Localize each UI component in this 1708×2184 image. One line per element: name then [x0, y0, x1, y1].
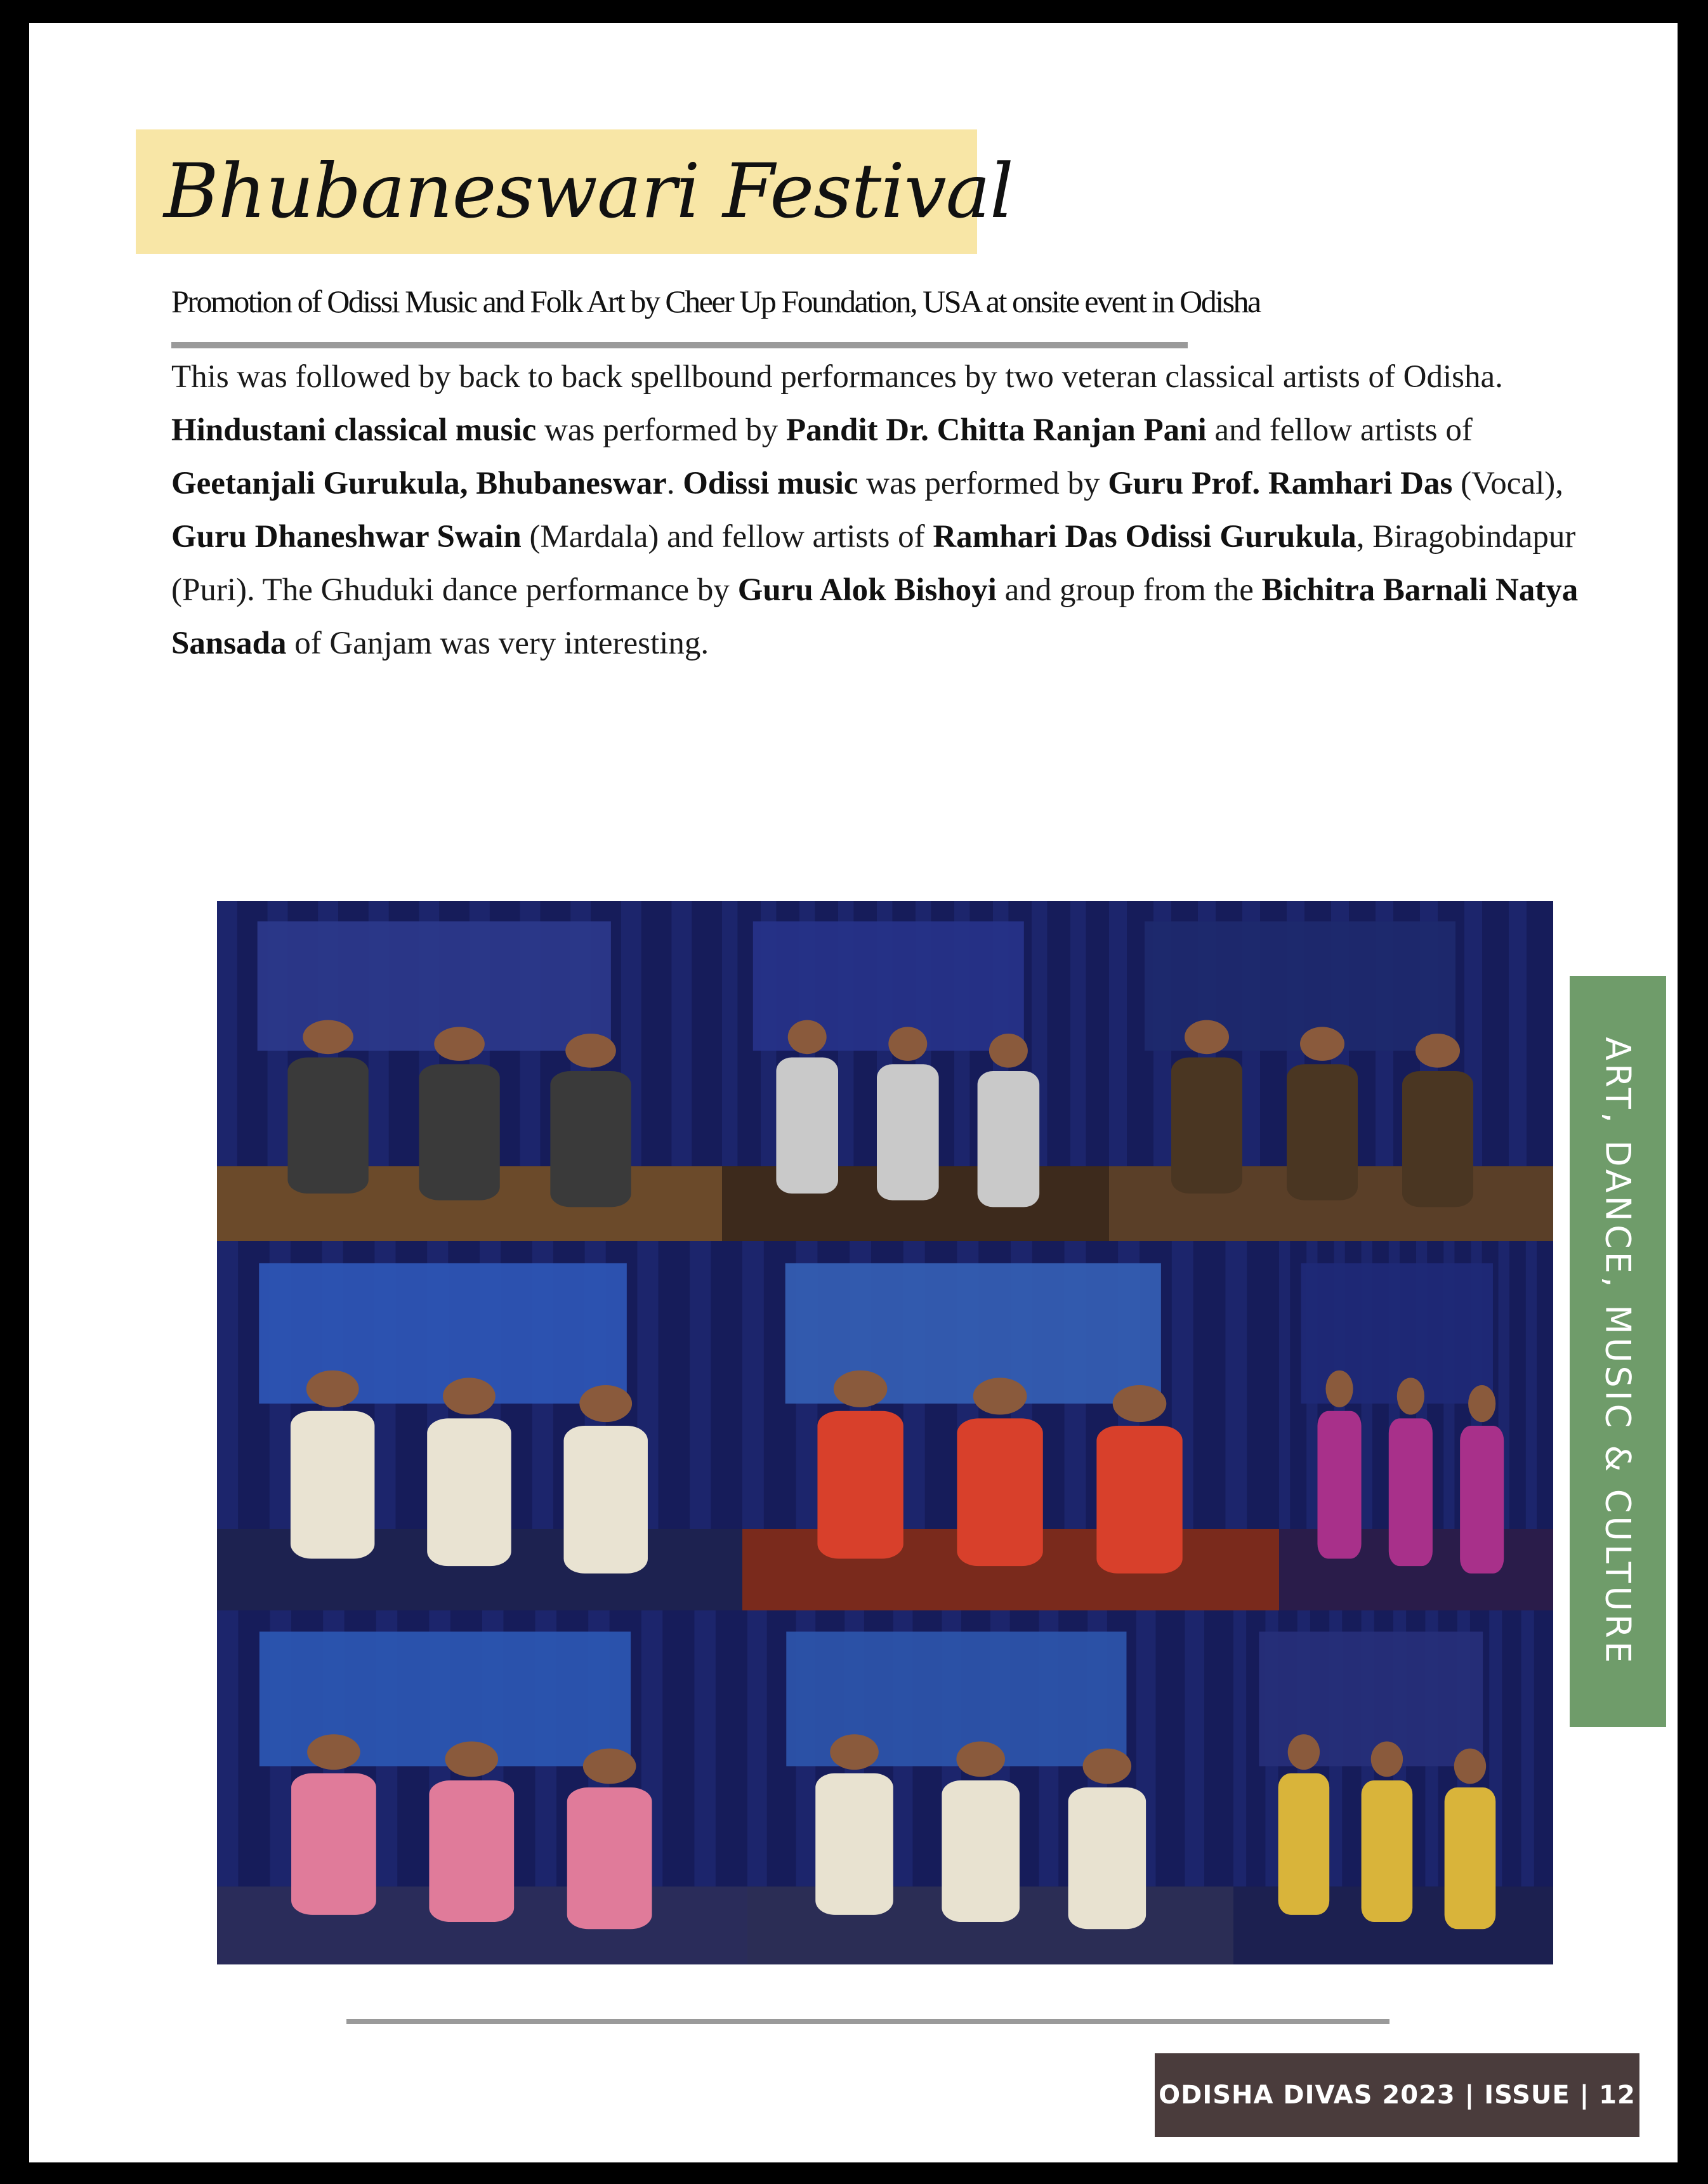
article-body: [171, 350, 1593, 670]
odissi-dancer-photo: [1279, 1241, 1553, 1610]
speaker-podium-photo: [1109, 901, 1553, 1241]
section-side-tab: [1570, 976, 1666, 1727]
emphasis-text: Pandit Dr. Chitta Ranjan Pani: [786, 412, 1207, 448]
dignitaries-group-photo-image: [217, 1241, 742, 1610]
magazine-page: [29, 23, 1678, 2162]
emphasis-text: Guru Prof. Ramhari Das: [1108, 466, 1453, 501]
odissi-dancer-photo-image: [1279, 1241, 1553, 1610]
ghuduki-dancers-photo: [742, 1241, 1279, 1610]
article-subtitle: Promotion of Odissi Music and Folk Art by Cheer Up Foundation, USA at onsite event in Odisha: [171, 284, 1260, 319]
body-text-run: This was followed by back to back spellbound performances by two veteran classical artists of Odisha.: [171, 359, 1503, 395]
emphasis-text: Geetanjali Gurukula, Bhubaneswar: [171, 466, 667, 501]
body-text-run: (Mardala) and fellow artists of: [521, 519, 933, 555]
music-ensemble-photo-2: [747, 1610, 1233, 1964]
emphasis-text: Bichitra Barnali Natya Sansada: [171, 572, 1579, 661]
body-text-run: (Vocal),: [1452, 466, 1563, 501]
folk-dance-duo-photo: [1233, 1610, 1553, 1964]
title-banner: [136, 129, 1013, 254]
body-text-run: was performed by: [536, 412, 786, 448]
emphasis-text: Hindustani classical music: [171, 412, 537, 448]
body-text-run: , Biragobindapur (Puri). The Ghuduki dance performance by: [171, 519, 1576, 608]
emphasis-text: Odissi music: [683, 466, 858, 501]
body-text-run: was performed by: [858, 466, 1108, 501]
dignitaries-group-photo: [217, 1241, 742, 1610]
ghuduki-dancers-photo-image: [742, 1241, 1279, 1610]
subtitle-divider: [171, 342, 1188, 348]
lamp-lighting-photo-1-image: [217, 901, 722, 1241]
section-label: ART, DANCE, MUSIC & CULTURE: [1598, 1037, 1638, 1666]
body-text-run: of Ganjam was very interesting.: [286, 626, 709, 661]
emphasis-text: Guru Dhaneshwar Swain: [171, 519, 522, 555]
body-text-run: and group from the: [996, 572, 1262, 608]
speaker-podium-photo-image: [1109, 901, 1553, 1241]
article-title: Bhubaneswari Festival: [164, 147, 1013, 235]
lamp-lighting-photo-1: [217, 901, 722, 1241]
music-ensemble-photo-1-image: [217, 1610, 747, 1964]
music-ensemble-photo-2-image: [747, 1610, 1233, 1964]
photo-collage: [217, 901, 1553, 1964]
body-text-run: and fellow artists of: [1206, 412, 1473, 448]
footer-divider: [346, 2019, 1389, 2024]
emphasis-text: Guru Alok Bishoyi: [737, 572, 997, 608]
lamp-lighting-photo-2: [722, 901, 1109, 1241]
page-footer: ODISHA DIVAS 2023 | ISSUE | 12: [1155, 2053, 1639, 2137]
lamp-lighting-photo-2-image: [722, 901, 1109, 1241]
folk-dance-duo-photo-image: [1233, 1610, 1553, 1964]
music-ensemble-photo-1: [217, 1610, 747, 1964]
body-text-run: .: [666, 466, 683, 501]
emphasis-text: Ramhari Das Odissi Gurukula: [933, 519, 1357, 555]
